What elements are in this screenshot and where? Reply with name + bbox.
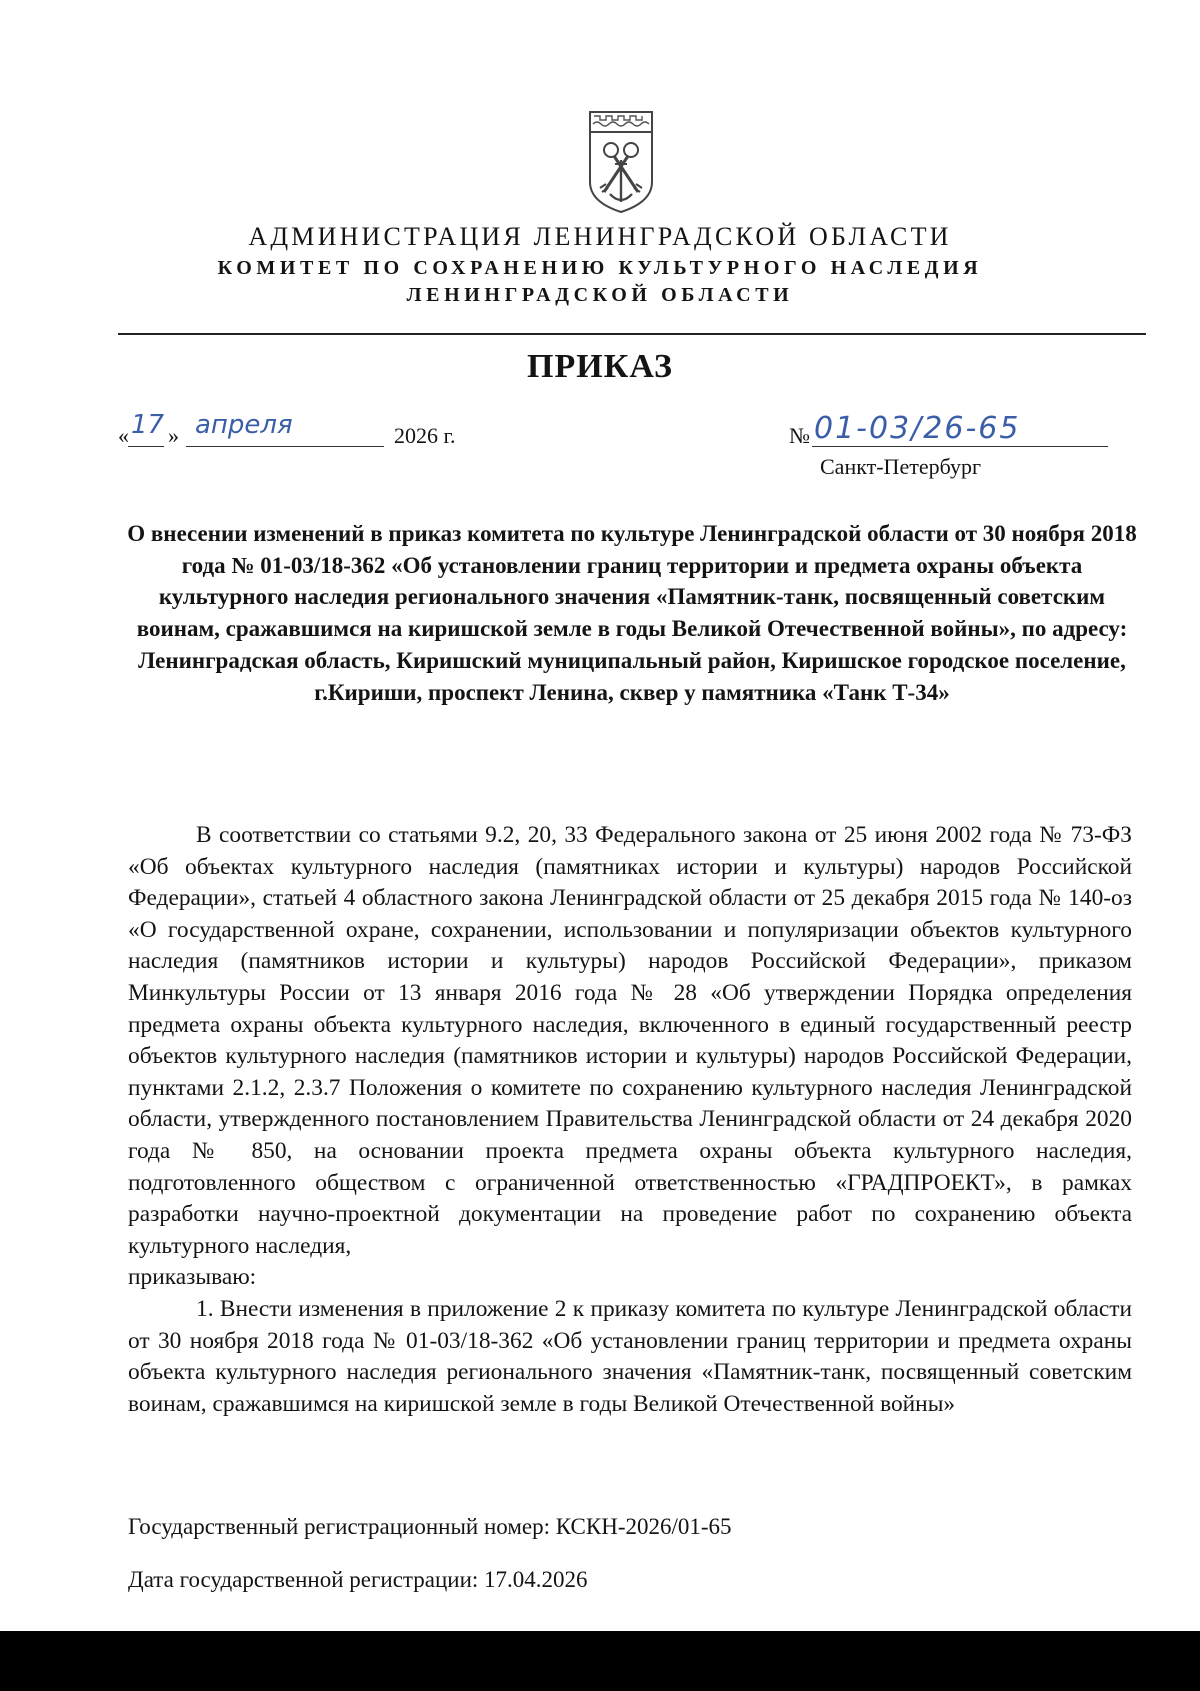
registration-number: Государственный регистрационный номер: КСКН-2026/01-65 — [128, 1514, 732, 1539]
preamble-paragraph: В соответствии со статьями 9.2, 20, 33 Федерального закона от 25 июня 2002 года № 73-ФЗ «Об объектах культурного наследия (памятниках истории и культуры) народов Российской Федерации», статьей 4 областного закона Ленинградской области от 25 декабря 2015 года № 140-оз «О государственной охране, сохранении, использовании и популяризации объектов культурного наследия (памятников истории и культуры) народов Российской Федерации», приказом Минкультуры России от 13 января 2016 года № 28 «Об утверждении Порядка определения предмета охраны объекта культурного наследия, включенного в единый государственный реестр объектов культурного наследия (памятников истории и культуры) народов Российской Федерации, пунктами 2.1.2, 2.3.7 Положения о комитете по сохранению культурного наследия Ленинградской области, утвержденного постановлением Правительства Ленинградской области от 24 декабря 2020 года № 850, на основании проекта предмета охраны объекта культурного наследия, подготовленного обществом с ограниченной ответственностью «ГРАДПРОЕКТ», в рамках разработки научно-проектной документации на проведение работ по сохранению объекта культурного наследия, — [128, 822, 1132, 1259]
organization-name-line-2: КОМИТЕТ ПО СОХРАНЕНИЮ КУЛЬТУРНОГО НАСЛЕДИЯ — [217, 257, 983, 279]
handwritten-document-number: 01-03/26-65 — [814, 411, 1021, 446]
quote-close: » — [168, 423, 179, 448]
document-type-title: ПРИКАЗ — [527, 348, 673, 385]
handwritten-month: апреля — [195, 410, 293, 440]
quote-open: « — [118, 423, 129, 448]
day-underline — [128, 446, 164, 447]
scan-bottom-border — [0, 1631, 1200, 1691]
order-word: приказываю: — [128, 1264, 257, 1291]
number-underline — [812, 446, 1108, 447]
header-divider — [118, 333, 1146, 335]
date-year: 2026 г. — [394, 423, 456, 448]
registration-date: Дата государственной регистрации: 17.04.2026 — [128, 1567, 588, 1592]
handwritten-day: 17 — [131, 410, 165, 440]
number-sign: № — [789, 423, 810, 448]
organization-name-line-3: ЛЕНИНГРАДСКОЙ ОБЛАСТИ — [406, 284, 794, 306]
document-body — [128, 820, 1132, 1420]
item-1-paragraph: 1. Внести изменения в приложение 2 к приказу комитета по культуре Ленинградской области от 30 ноября 2018 года № 01-03/18-362 «Об установлении границ территории и предмета охраны объекта культурного наследия регионального значения «Памятник-танк, посвященный советским воинам, сражавшимся на киришской земле в годы Великой Отечественной войны» — [128, 1295, 1132, 1417]
document-heading: О внесении изменений в приказ комитета по культуре Ленинградской области от 30 ноября 2018 года № 01-03/18-362 «Об установлении границ территории и предмета охраны объекта культурного наследия регионального значения «Памятник-танк, посвященный советским воинам, сражавшимся на киришской земле в годы Великой Отечественной войны», по адресу: Ленинградская область, Киришский муниципальный район, Киришское городское поселение, г.Кириши, проспект Ленина, сквер у памятника «Танк Т-34» — [127, 521, 1137, 705]
city-name: Санкт-Петербург — [820, 454, 981, 479]
month-underline — [186, 446, 384, 447]
organization-name-line-1: АДМИНИСТРАЦИЯ ЛЕНИНГРАДСКОЙ ОБЛАСТИ — [248, 222, 952, 251]
coat-of-arms-emblem — [584, 110, 658, 214]
